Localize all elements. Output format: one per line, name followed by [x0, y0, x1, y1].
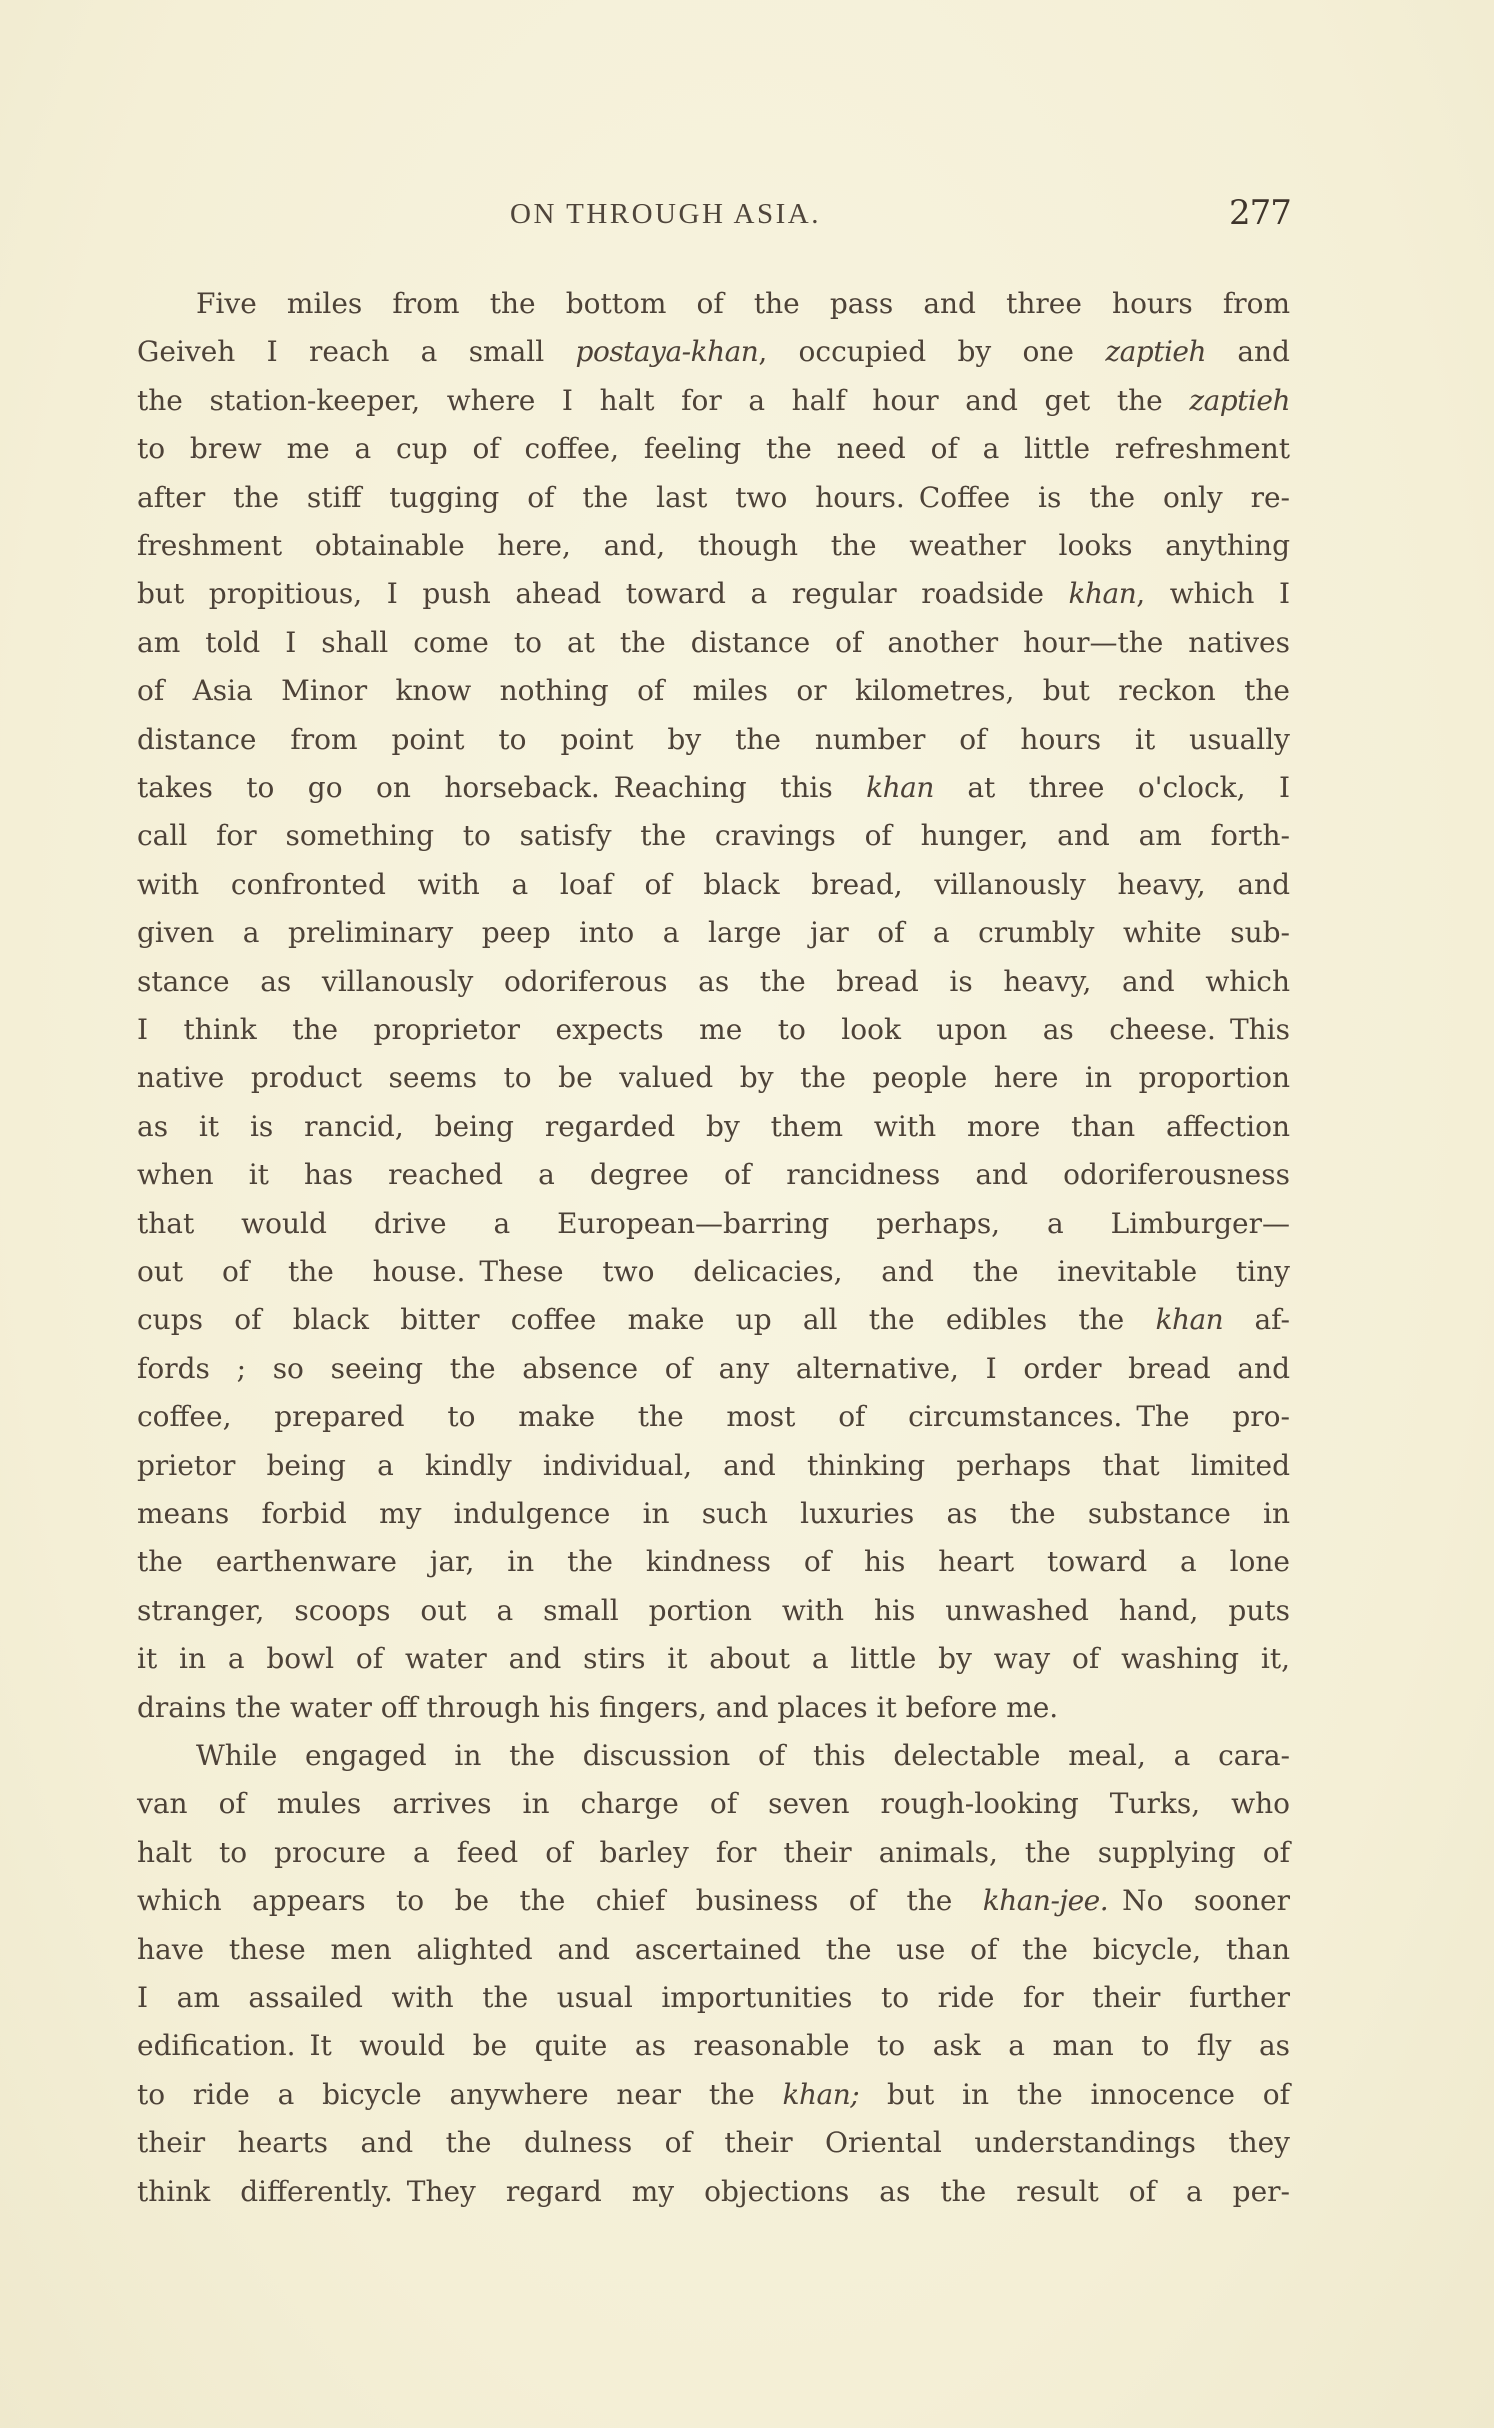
italic-term: khan-jee. — [982, 1884, 1109, 1918]
text-line — [137, 1780, 1290, 1828]
text-line — [137, 1974, 1290, 2022]
text-line — [137, 328, 1290, 376]
text-line — [137, 425, 1290, 473]
text-run: drains the water off through his fingers, and places it before me. — [137, 1690, 1059, 1724]
text-run: call for something to satisfy the cravings of hunger, and am forth- — [137, 819, 1290, 853]
text-run: at three o'clock, I — [933, 771, 1291, 804]
text-run: given a preliminary peep into a large jar of a crumbly white sub- — [137, 916, 1290, 950]
text-line — [137, 377, 1290, 425]
text-run: but propitious, I push ahead toward a regular roadside — [137, 577, 1069, 611]
text-run: Five miles from the bottom of the pass and three hours from — [196, 287, 1290, 320]
text-run: out of the house. These two delicacies, and the inevitable tiny — [137, 1255, 1290, 1288]
text-run: but in the innocence of — [859, 2077, 1290, 2111]
text-line — [137, 619, 1290, 667]
text-run: when it has reached a degree of rancidness and odoriferousness — [137, 1158, 1290, 1192]
text-line — [137, 2119, 1290, 2167]
italic-term: khan — [1155, 1303, 1224, 1337]
text-line — [137, 1248, 1290, 1296]
text-run: stance as villanously odoriferous as the bread is heavy, and which — [137, 964, 1290, 998]
text-line — [137, 1296, 1290, 1344]
text-line — [137, 2071, 1290, 2119]
text-line — [137, 1103, 1290, 1151]
text-run: No sooner — [1108, 1884, 1291, 1918]
text-run: means forbid my indulgence in such luxuries as the substance in — [137, 1497, 1290, 1530]
italic-term: zaptieh — [1105, 335, 1207, 369]
text-run: the station-keeper, where I halt for a half hour and get the — [137, 383, 1190, 417]
text-line — [137, 861, 1290, 909]
running-head-title: ON THROUGH ASIA. — [510, 198, 821, 230]
text-line — [137, 1054, 1290, 1102]
text-line — [137, 1538, 1290, 1586]
text-line — [137, 522, 1290, 570]
text-line — [137, 1635, 1290, 1683]
text-line — [137, 958, 1290, 1006]
text-run: I am assailed with the usual importunities to ride for their further — [137, 1981, 1290, 2014]
text-run: distance from point to point by the number of hours it usually — [137, 722, 1290, 756]
text-line — [137, 1345, 1290, 1393]
text-run: have these men alighted and ascertained the use of the bicycle, than — [137, 1932, 1290, 1966]
text-run: native product seems to be valued by the people here in proportion — [137, 1061, 1290, 1095]
text-run: , which I — [1136, 577, 1291, 611]
text-line — [137, 1829, 1290, 1877]
italic-term: zaptieh — [1189, 383, 1290, 417]
italic-term: khan — [1068, 577, 1137, 611]
text-run: cups of black bitter coffee make up all the edibles the — [137, 1303, 1156, 1337]
text-run: it in a bowl of water and stirs it about a little by way of washing it, — [137, 1642, 1290, 1676]
text-line — [137, 1151, 1290, 1199]
text-line — [137, 1200, 1290, 1248]
italic-term: khan; — [782, 2077, 860, 2111]
text-run: takes to go on horseback. Reaching this — [137, 771, 867, 804]
text-line — [137, 909, 1290, 957]
text-line — [137, 1684, 1290, 1732]
text-line — [137, 570, 1290, 618]
text-run: to brew me a cup of coffee, feeling the need of a little refreshment — [137, 432, 1290, 466]
text-run: freshment obtainable here, and, though the weather looks anything — [137, 529, 1290, 562]
text-run: as it is rancid, being regarded by them with more than affection — [137, 1109, 1290, 1143]
text-run: halt to procure a feed of barley for their animals, the supplying of — [137, 1835, 1290, 1869]
italic-term: postaya-khan — [575, 335, 759, 369]
text-run: While engaged in the discussion of this delectable meal, a cara- — [196, 1739, 1290, 1772]
text-run: that would drive a European—barring perhaps, a Limburger— — [137, 1206, 1290, 1240]
text-line — [137, 1490, 1290, 1538]
text-run: , occupied by one — [758, 335, 1106, 369]
text-run: edification. It would be quite as reasonable to ask a man to fly as — [137, 2029, 1290, 2063]
text-run: am told I shall come to at the distance of another hour—the natives — [137, 625, 1290, 659]
text-run: af- — [1223, 1303, 1290, 1337]
text-line — [137, 1877, 1290, 1925]
text-line — [137, 1442, 1290, 1490]
text-run: and — [1206, 335, 1290, 369]
text-line — [137, 1006, 1290, 1054]
text-run: fords ; so seeing the absence of any alternative, I order bread and — [137, 1351, 1290, 1385]
text-run: stranger, scoops out a small portion with his unwashed hand, puts — [137, 1593, 1290, 1627]
italic-term: khan — [866, 771, 934, 804]
text-line — [137, 1732, 1290, 1780]
text-run: of Asia Minor know nothing of miles or kilometres, but reckon the — [137, 674, 1290, 708]
text-run: which appears to be the chief business of the — [137, 1884, 983, 1918]
text-line — [137, 1393, 1290, 1441]
text-run: with confronted with a loaf of black bread, villanously heavy, and — [137, 867, 1290, 901]
text-run: prietor being a kindly individual, and thinking perhaps that limited — [137, 1448, 1290, 1482]
page-number: 277 — [1229, 193, 1291, 233]
text-line — [137, 1587, 1290, 1635]
text-run: the earthenware jar, in the kindness of his heart toward a lone — [137, 1545, 1290, 1579]
text-line — [137, 1926, 1290, 1974]
text-run: coffee, prepared to make the most of circumstances. The pro- — [137, 1400, 1290, 1434]
text-run: think differently. They regard my objections as the result of a per- — [137, 2174, 1290, 2208]
text-line — [137, 667, 1290, 715]
text-line — [137, 812, 1290, 860]
text-run: I think the proprietor expects me to look upon as cheese. This — [137, 1013, 1290, 1046]
text-line — [137, 764, 1290, 812]
text-run: after the stiff tugging of the last two hours. Coffee is the only re- — [137, 480, 1290, 514]
text-run: Geiveh I reach a small — [137, 335, 576, 369]
text-line — [137, 716, 1290, 764]
text-line — [137, 280, 1290, 328]
text-line — [137, 2022, 1290, 2070]
text-run: their hearts and the dulness of their Oriental understandings they — [137, 2126, 1290, 2160]
text-line — [137, 2168, 1290, 2216]
text-run: to ride a bicycle anywhere near the — [137, 2077, 783, 2111]
text-run: van of mules arrives in charge of seven rough-looking Turks, who — [137, 1787, 1290, 1821]
text-line — [137, 474, 1290, 522]
